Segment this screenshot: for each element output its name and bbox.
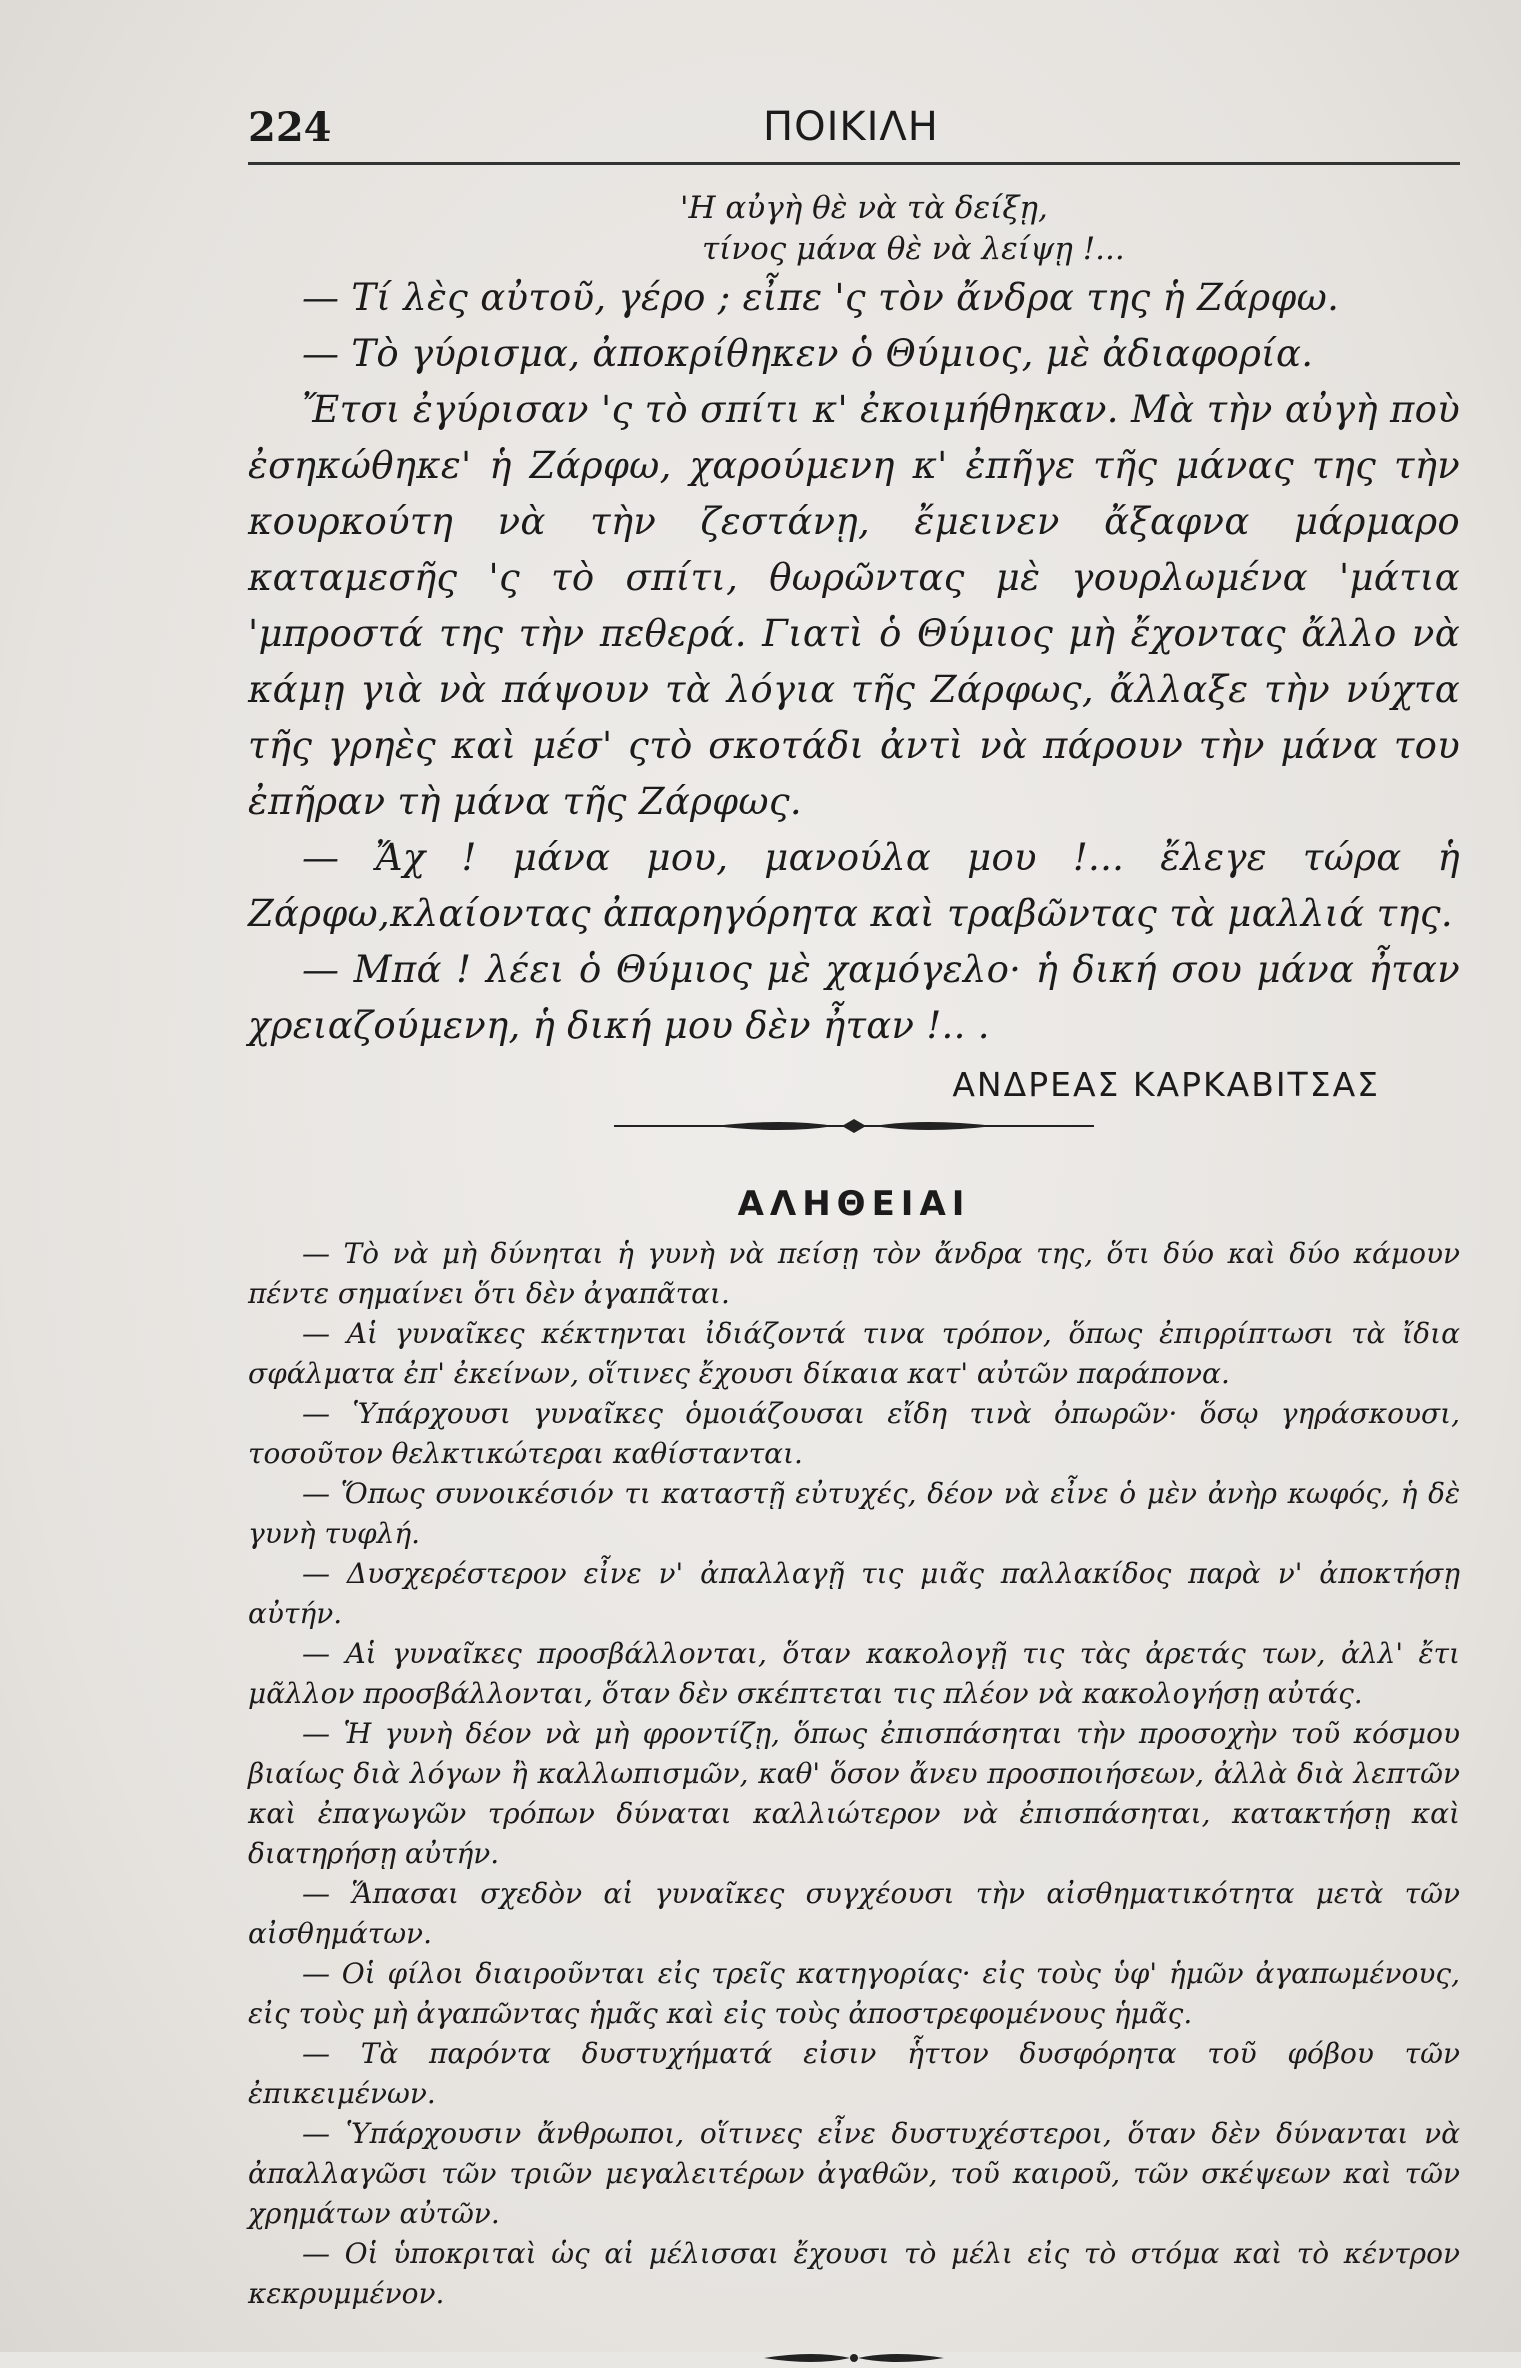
aphorisms-list <box>248 1234 1460 2314</box>
story-paragraph: — Τὸ γύρισμα, ἀποκρίθηκεν ὁ Θύμιος, μὲ ἀδιαφορία. <box>302 332 1314 375</box>
aphorism: — Ἅπασαι σχεδὸν αἱ γυναῖκες συγχέουσι τὴν αἰσθηματικότητα μετὰ τῶν αἰσθημάτων. <box>248 1877 1460 1950</box>
story-paragraph: Ἔτσι ἐγύρισαν 'ς τὸ σπίτι κ' ἐκοιμήθηκαν. Μὰ τὴν αὐγὴ ποὺ ἐσηκώθηκε' ἡ Ζάρφω, χαρούμενη κ' ἐπῆγε τῆς μάνας της τὴν κουρκούτη νὰ τὴν ζεστάνῃ, ἔμεινεν ἄξαφνα μάρμαρο καταμεσῆς 'ς τὸ σπίτι, θωρῶντας μὲ γουρλωμένα 'μάτια 'μπροστά της τὴν πεθερά. Γιατὶ ὁ Θύμιος μὴ ἔχοντας ἄλλο νὰ κάμῃ γιὰ νὰ πάψουν τὰ λόγια τῆς Ζάρφως, ἄλλαξε τὴν νύχτα τῆς γρηὲς καὶ μέσ' ςτὸ σκοτάδι ἀντὶ νὰ πάρουν τὴν μάνα του ἐπῆραν τὴ μάνα τῆς Ζάρφως. <box>248 388 1460 823</box>
aphorism: — Ὑπάρχουσι γυναῖκες ὁμοιάζουσαι εἴδη τινὰ ὀπωρῶν· ὅσῳ γηράσκουσι, τοσοῦτον θελκτικώτεραι καθίστανται. <box>248 1397 1460 1470</box>
story-paragraph: — Ἄχ ! μάνα μου, μανούλα μου !... ἔλεγε τώρα ἡ Ζάρφω,κλαίοντας ἀπαρηγόρητα καὶ τραβῶντας τὰ μαλλιά της. <box>248 836 1460 935</box>
aphorism: — Ὑπάρχουσιν ἄνθρωποι, οἵτινες εἶνε δυστυχέστεροι, ὅταν δὲν δύνανται νὰ ἀπαλλαγῶσι τῶν τριῶν μεγαλειτέρων ἀγαθῶν, τοῦ καιροῦ, τῶν σκέψεων καὶ τῶν χρημάτων αὐτῶν. <box>248 2117 1460 2230</box>
aphorism: — Τὰ παρόντα δυστυχήματά εἰσιν ἧττον δυσφόρητα τοῦ φόβου τῶν ἐπικειμένων. <box>248 2037 1460 2110</box>
poem-line: τίνος μάνα θὲ νὰ λείψῃ !... <box>702 231 1125 267</box>
section-divider-ornament <box>594 1116 1114 1136</box>
author-signature: ΑΝΔΡΕΑΣ ΚΑΡΚΑΒΙΤΣΑΣ <box>952 1065 1380 1104</box>
page-number: 224 <box>248 104 332 151</box>
poem-line: 'Η αὐγὴ θὲ νὰ τὰ δείξῃ, <box>680 190 1048 226</box>
end-ornament <box>754 2348 954 2368</box>
header-rule <box>248 162 1460 169</box>
poem-couplet <box>680 188 1460 270</box>
aphorism: — Αἱ γυναῖκες κέκτηνται ἰδιάζοντά τινα τρόπον, ὅπως ἐπιρρίπτωσι τὰ ἴδια σφάλματα ἐπ' ἐκείνων, οἵτινες ἔχουσι δίκαια κατ' αὐτῶν παράπονα. <box>248 1317 1460 1390</box>
aphorism: — Οἱ ὑποκριταὶ ὡς αἱ μέλισσαι ἔχουσι τὸ μέλι εἰς τὸ στόμα καὶ τὸ κέντρον κεκρυμμένον. <box>248 2237 1460 2310</box>
aphorism: — Αἱ γυναῖκες προσβάλλονται, ὅταν κακολογῇ τις τὰς ἀρετάς των, ἀλλ' ἔτι μᾶλλον προσβάλλονται, ὅταν δὲν σκέπτεται τις πλέον νὰ κακολογήσῃ αὐτάς. <box>248 1637 1460 1710</box>
aphorism: — Δυσχερέστερον εἶνε ν' ἀπαλλαγῇ τις μιᾶς παλλακίδος παρὰ ν' ἀποκτήσῃ αὐτήν. <box>248 1557 1460 1630</box>
page-content <box>248 188 1460 2368</box>
story-paragraph: — Τί λὲς αὐτοῦ, γέρο ; εἶπε 'ς τὸν ἄνδρα της ἡ Ζάρφω. <box>302 276 1340 319</box>
aphorism: — Ὅπως συνοικέσιόν τι καταστῇ εὐτυχές, δέον νὰ εἶνε ὁ μὲν ἀνὴρ κωφός, ἡ δὲ γυνὴ τυφλή. <box>248 1477 1460 1550</box>
running-title: ΠΟΙΚΙΛΗ <box>763 104 939 150</box>
aphorism: — Οἱ φίλοι διαιροῦνται εἰς τρεῖς κατηγορίας· εἰς τοὺς ὑφ' ἡμῶν ἀγαπωμένους, εἰς τοὺς μὴ ἀγαπῶντας ἡμᾶς καὶ εἰς τοὺς ἀποστρεφομένους ἡμᾶς. <box>248 1957 1460 2030</box>
section-title: ΑΛΗΘΕΙΑΙ <box>737 1184 971 1224</box>
aphorism: — Τὸ νὰ μὴ δύνηται ἡ γυνὴ νὰ πείσῃ τὸν ἄνδρα της, ὅτι δύο καὶ δύο κάμουν πέντε σημαίνει ὅτι δὲν ἀγαπᾶται. <box>248 1237 1460 1310</box>
story-text <box>248 270 1460 1054</box>
story-paragraph: — Μπά ! λέει ὁ Θύμιος μὲ χαμόγελο· ἡ δική σου μάνα ἦταν χρειαζούμενη, ἡ δική μου δὲν ἦταν !.. . <box>248 948 1460 1047</box>
aphorism: — Ἡ γυνὴ δέον νὰ μὴ φροντίζῃ, ὅπως ἐπισπάσηται τὴν προσοχὴν τοῦ κόσμου βιαίως διὰ λόγων ἢ καλλωπισμῶν, καθ' ὅσον ἄνευ προσποιήσεων, ἀλλὰ διὰ λεπτῶν καὶ ἐπαγωγῶν τρόπων δύναται καλλιώτερον νὰ ἐπισπάσηται, κατακτήσῃ καὶ διατηρήσῃ αὐτήν. <box>248 1717 1460 1870</box>
page-header <box>248 104 1460 164</box>
